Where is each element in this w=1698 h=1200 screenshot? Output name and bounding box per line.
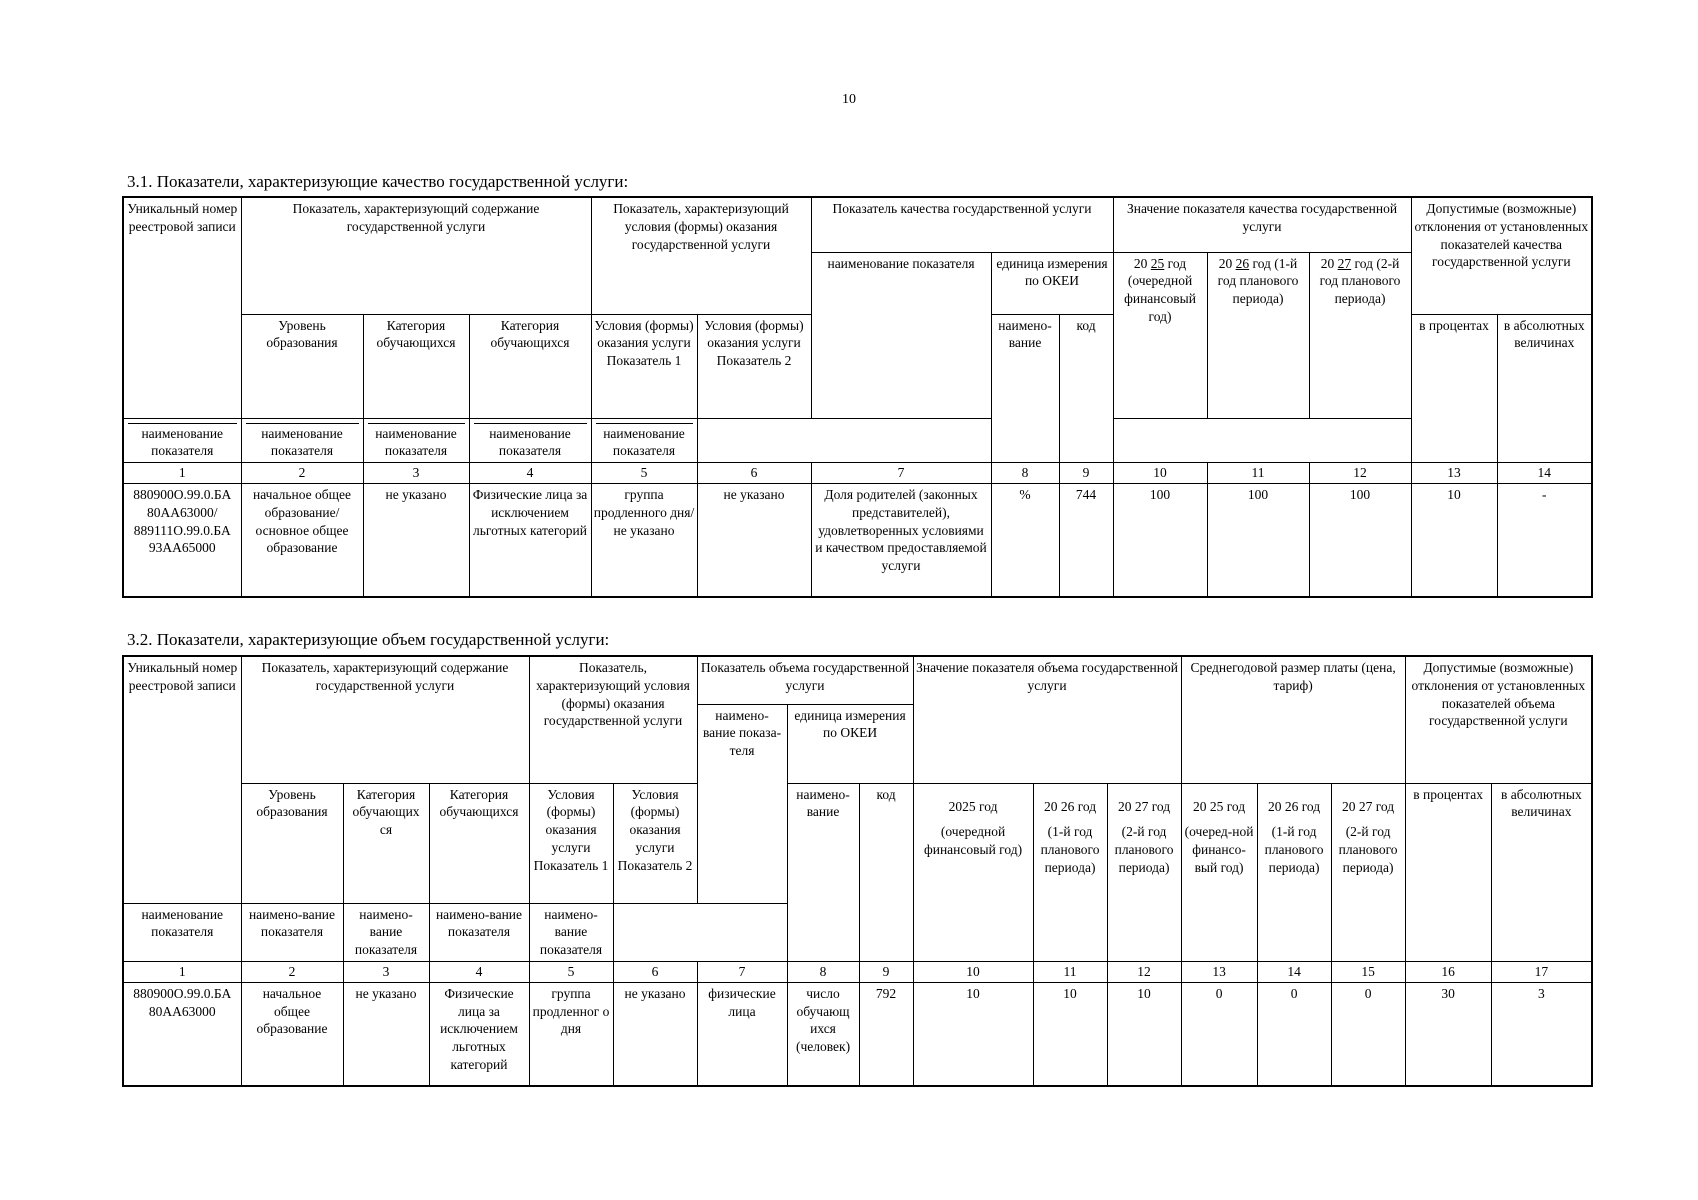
column-number: 9 <box>1059 463 1113 484</box>
header-unit-name: наимено-вание <box>991 314 1059 463</box>
header-unit-code: код <box>1059 314 1113 463</box>
cell-conditions-1: группа продленного дня/ не указано <box>591 483 697 597</box>
section-title-volume: 3.2. Показатели, характеризующие объем государственной услуги: <box>127 630 610 649</box>
column-number: 8 <box>991 463 1059 484</box>
column-number: 7 <box>697 961 787 982</box>
header-in-absolute: в абсолютных величинах <box>1497 314 1592 463</box>
column-number: 10 <box>913 961 1033 982</box>
header-volume-year-2026: 20 26 год (1-й год планового периода) <box>1033 783 1107 961</box>
cell-conditions-2: не указано <box>697 483 811 597</box>
cell-category-1: не указано <box>343 982 429 1086</box>
volume-indicators-table <box>122 655 1593 1087</box>
cell-indicator-name: физические лица <box>697 982 787 1086</box>
header-category-students-2: Категория обучающихся <box>429 783 529 903</box>
cell-unique-number: 880900О.99.0.БА 80АА63000 <box>123 982 241 1086</box>
subheader-indicator-name: наимено-вание показателя <box>241 903 343 961</box>
header-quality-indicator: Показатель качества государственной услуги <box>811 197 1113 252</box>
header-deviations: Допустимые (возможные) отклонения от установленных показателей объема государственной услуги <box>1405 656 1592 783</box>
column-number-row <box>123 463 1592 484</box>
column-number: 12 <box>1309 463 1411 484</box>
cell-volume-2026: 10 <box>1033 982 1107 1086</box>
header-level-education: Уровень образования <box>241 314 363 418</box>
cell-unit-code: 744 <box>1059 483 1113 597</box>
header-category-students-1: Категория обучающихся <box>363 314 469 418</box>
column-number: 10 <box>1113 463 1207 484</box>
subheader-indicator-name: наименование показателя <box>363 418 469 463</box>
column-number: 9 <box>859 961 913 982</box>
subheader-indicator-name: наимено-вание показателя <box>529 903 613 961</box>
header-quality-value: Значение показателя качества государственной услуги <box>1113 197 1411 252</box>
header-unit-code: код <box>859 783 913 961</box>
column-number: 14 <box>1497 463 1592 484</box>
column-number: 8 <box>787 961 859 982</box>
header-level-education: Уровень образования <box>241 783 343 903</box>
column-number: 11 <box>1033 961 1107 982</box>
column-number: 1 <box>123 463 241 484</box>
cell-dev-absolute: 3 <box>1491 982 1592 1086</box>
cell-conditions-2: не указано <box>613 982 697 1086</box>
header-year-2025: 20 25 год (очередной финансовый год) <box>1113 252 1207 418</box>
header-year-2026: 20 26 год (1-й год планового периода) <box>1207 252 1309 418</box>
column-number: 13 <box>1411 463 1497 484</box>
header-conditions-indicator: Показатель, характеризующий условия (формы) оказания государственной услуги <box>591 197 811 314</box>
cell-level: начальное общее образование <box>241 982 343 1086</box>
column-number: 4 <box>469 463 591 484</box>
cell-year-2027: 100 <box>1309 483 1411 597</box>
header-volume-value: Значение показателя объема государственной услуги <box>913 656 1181 783</box>
header-unique-number: Уникальный номер реестровой записи <box>123 197 241 418</box>
cell-category-1: не указано <box>363 483 469 597</box>
header-unit-okei: единица измерения по ОКЕИ <box>787 704 913 783</box>
quality-indicators-table <box>122 196 1593 598</box>
subheader-indicator-name: наименование показателя <box>591 418 697 463</box>
header-category-students-2: Категория обучающихся <box>469 314 591 418</box>
subheader-indicator-name: наименование показателя <box>241 418 363 463</box>
column-number: 4 <box>429 961 529 982</box>
header-fee-year-2027: 20 27 год (2-й год планового периода) <box>1331 783 1405 961</box>
header-year-2027: 20 27 год (2-й год планового периода) <box>1309 252 1411 418</box>
cell-indicator-name: Доля родителей (законных представителей), удовлетворенных условиями и качеством предоставляемой услуги <box>811 483 991 597</box>
cell-fee-2026: 0 <box>1257 982 1331 1086</box>
header-fee-year-2026: 20 26 год (1-й год планового периода) <box>1257 783 1331 961</box>
header-in-absolute: в абсолютных величинах <box>1491 783 1592 961</box>
header-conditions-indicator: Показатель, характеризующий условия (формы) оказания государственной услуги <box>529 656 697 783</box>
column-number: 3 <box>363 463 469 484</box>
header-volume-year-2025: 2025 год (очередной финансовый год) <box>913 783 1033 961</box>
column-number: 12 <box>1107 961 1181 982</box>
column-number: 6 <box>697 463 811 484</box>
column-number: 16 <box>1405 961 1491 982</box>
header-indicator-name: наимено-вание показа-теля <box>697 704 787 903</box>
column-number: 3 <box>343 961 429 982</box>
cell-conditions-1: группа продленног о дня <box>529 982 613 1086</box>
table-row <box>123 982 1592 1086</box>
header-conditions-2: Условия (формы) оказания услуги Показатель 2 <box>697 314 811 418</box>
column-number: 5 <box>591 463 697 484</box>
header-volume-year-2027: 20 27 год (2-й год планового периода) <box>1107 783 1181 961</box>
column-number: 17 <box>1491 961 1592 982</box>
header-category-students-1: Категория обучающих ся <box>343 783 429 903</box>
header-content-indicator: Показатель, характеризующий содержание государственной услуги <box>241 656 529 783</box>
column-number: 2 <box>241 961 343 982</box>
subheader-indicator-name: наименование показателя <box>469 418 591 463</box>
section-title-quality: 3.1. Показатели, характеризующие качество государственной услуги: <box>127 172 629 191</box>
column-number: 13 <box>1181 961 1257 982</box>
cell-unit-code: 792 <box>859 982 913 1086</box>
cell-year-2026: 100 <box>1207 483 1309 597</box>
header-in-percent: в процентах <box>1405 783 1491 961</box>
cell-unit-name: число обучающ ихся (человек) <box>787 982 859 1086</box>
header-unique-number: Уникальный номер реестровой записи <box>123 656 241 903</box>
cell-dev-percent: 10 <box>1411 483 1497 597</box>
header-unit-okei: единица измерения по ОКЕИ <box>991 252 1113 314</box>
header-indicator-name: наименование показателя <box>811 252 991 418</box>
column-number: 1 <box>123 961 241 982</box>
column-number: 5 <box>529 961 613 982</box>
cell-fee-2027: 0 <box>1331 982 1405 1086</box>
cell-unit-name: % <box>991 483 1059 597</box>
column-number-row <box>123 961 1592 982</box>
subheader-indicator-name: наименование показателя <box>123 418 241 463</box>
subheader-indicator-name: наименование показателя <box>123 903 241 961</box>
column-number: 11 <box>1207 463 1309 484</box>
header-avg-fee: Среднегодовой размер платы (цена, тариф) <box>1181 656 1405 783</box>
cell-dev-percent: 30 <box>1405 982 1491 1086</box>
header-content-indicator: Показатель, характеризующий содержание государственной услуги <box>241 197 591 314</box>
header-conditions-1: Условия (формы) оказания услуги Показатель 1 <box>591 314 697 418</box>
cell-volume-2025: 10 <box>913 982 1033 1086</box>
column-number: 14 <box>1257 961 1331 982</box>
column-number: 15 <box>1331 961 1405 982</box>
subheader-indicator-name: наимено-вание показателя <box>343 903 429 961</box>
subheader-indicator-name: наимено-вание показателя <box>429 903 529 961</box>
column-number: 7 <box>811 463 991 484</box>
column-number: 2 <box>241 463 363 484</box>
header-in-percent: в процентах <box>1411 314 1497 463</box>
page-number: 10 <box>842 92 856 107</box>
header-conditions-2: Условия (формы) оказания услуги Показатель 2 <box>613 783 697 903</box>
header-conditions-1: Условия (формы) оказания услуги Показатель 1 <box>529 783 613 903</box>
cell-category-2: Физические лица за исключением льготных категорий <box>429 982 529 1086</box>
table-row <box>123 483 1592 597</box>
header-fee-year-2025: 20 25 год (очеред-ной финансо-вый год) <box>1181 783 1257 961</box>
cell-category-2: Физические лица за исключением льготных категорий <box>469 483 591 597</box>
header-deviations: Допустимые (возможные) отклонения от установленных показателей качества государственной услуги <box>1411 197 1592 314</box>
cell-year-2025: 100 <box>1113 483 1207 597</box>
header-unit-name: наимено-вание <box>787 783 859 961</box>
cell-unique-number: 880900О.99.0.БА 80АА63000/ 889111О.99.0.БА 93АА65000 <box>123 483 241 597</box>
cell-fee-2025: 0 <box>1181 982 1257 1086</box>
cell-level: начальное общее образование/ основное общее образование <box>241 483 363 597</box>
column-number: 6 <box>613 961 697 982</box>
cell-volume-2027: 10 <box>1107 982 1181 1086</box>
header-volume-indicator: Показатель объема государственной услуги <box>697 656 913 704</box>
cell-dev-absolute: - <box>1497 483 1592 597</box>
